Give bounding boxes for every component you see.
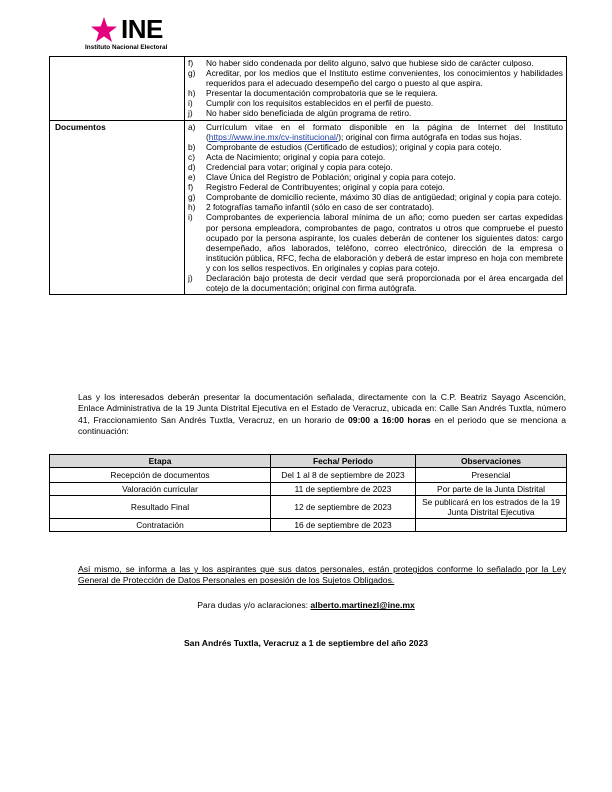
item-text: [206, 122, 563, 142]
place-date-line: San Andrés Tuxtla, Veracruz a 1 de septiembre del año 2023: [183, 638, 429, 648]
item-letter: i): [188, 212, 193, 223]
item-text: Cumplir con los requisitos establecidos en el perfil de puesto.: [206, 98, 434, 109]
cell-observaciones: [416, 519, 567, 532]
cell-fecha: 16 de septiembre de 2023: [271, 519, 416, 532]
item-text: No haber sido condenada por delito alguno, salvo que hubiese sido de carácter culposo.: [206, 58, 534, 68]
table-row: [50, 483, 567, 496]
contact-label: Para dudas y/o aclaraciones:: [197, 600, 311, 610]
documents-label: Documentos: [50, 120, 185, 295]
intro-paragraph: [78, 392, 566, 438]
list-item: [188, 58, 563, 68]
schedule-table: [49, 454, 567, 532]
item-letter: g): [188, 192, 196, 203]
requirements-row: [50, 57, 567, 121]
list-item: [188, 68, 563, 88]
cv-institucional-link[interactable]: https://www.ine.mx/cv-institucional/: [208, 131, 339, 142]
item-text: No haber sido beneficiada de algún programa de retiro.: [206, 108, 412, 119]
item-text-before: Currículum vitae en el formato disponible en la página de Internet del Instituto (: [206, 121, 563, 142]
cell-fecha: Del 1 al 8 de septiembre de 2023: [271, 468, 416, 483]
item-letter: d): [188, 161, 196, 172]
schedule-header-row: [50, 455, 567, 468]
list-item: [188, 88, 563, 98]
contact-line: [0, 600, 612, 611]
header-observaciones: Observaciones: [416, 455, 567, 468]
item-text-after: ); original con firma autógrafa en todas sus hojas.: [338, 131, 522, 142]
item-letter: g): [188, 68, 196, 79]
documents-row: [50, 120, 567, 295]
header-fecha: Fecha/ Periodo: [271, 455, 416, 468]
list-item: [188, 182, 563, 192]
cell-etapa: Resultado Final: [50, 496, 271, 519]
office-hours: 09:00 a 16:00 horas: [348, 414, 431, 425]
logo-title: INE: [121, 14, 163, 44]
cell-observaciones: Presencial: [416, 468, 567, 483]
item-letter: f): [188, 182, 194, 193]
requirements-list: [185, 57, 567, 121]
item-letter: b): [188, 141, 196, 152]
item-text: Acreditar, por los medios que el Instituto estime convenientes, los conocimientos y habilidades requeridos para el adecuado desempeño del cargo o puesto al que aspira.: [206, 68, 563, 89]
ine-star-icon: [90, 16, 118, 44]
table-row: [50, 519, 567, 532]
table-row: [50, 496, 567, 519]
item-text: Declaración bajo protesta de decir verdad que será proporcionada por el área encargada del cotejo de la documentación; original con firma autógrafa.: [206, 272, 563, 294]
list-item: [188, 192, 563, 202]
item-letter: a): [188, 121, 196, 132]
item-text: Credencial para votar; original y copia para cotejo.: [206, 161, 393, 172]
list-item: [188, 212, 563, 273]
requirements-table: [49, 56, 567, 295]
list-item: [188, 273, 563, 293]
item-text: Comprobantes de experiencia laboral mínima de un año; como pueden ser cartas expedidas por persona empleadora, comprobantes de pago, contratos u otros que compruebe el puesto ocupado por la persona aspirante, los cuales deberán de contener los siguientes datos: cargo desempeñado, años laborados, teléfono, correo electrónico, dirección de la empresa o institución pública, RFC, fecha de elaboración y deberá de estar impreso en hoja con membrete y con los sellos respectivos. En originales y copias para cotejo.: [206, 212, 563, 273]
requirements-label-cell: [50, 57, 185, 121]
contact-email-link[interactable]: alberto.martinezl@ine.mx: [310, 600, 415, 610]
item-letter: c): [188, 151, 195, 162]
list-item: [188, 108, 563, 118]
cell-fecha: 11 de septiembre de 2023: [271, 483, 416, 496]
cell-etapa: Recepción de documentos: [50, 468, 271, 483]
list-item: [188, 142, 563, 152]
cell-etapa: Valoración curricular: [50, 483, 271, 496]
item-letter: e): [188, 172, 196, 183]
item-text: Presentar la documentación comprobatoria que se le requiera.: [206, 88, 438, 99]
header-etapa: Etapa: [50, 455, 271, 468]
list-item: [188, 172, 563, 182]
documents-list: [185, 120, 567, 295]
ine-logo: [84, 16, 204, 52]
item-text: Clave Única del Registro de Población; original y copia para cotejo.: [206, 172, 456, 183]
item-text: 2 fotografías tamaño infantil (sólo en caso de ser contratado).: [206, 202, 435, 213]
table-row: [50, 468, 567, 483]
item-letter: i): [188, 98, 193, 109]
intro-text-before: Las y los interesados deberán presentar la documentación señalada, directamente con la C.P. Beatriz Sayago Ascención, Enlace Administrativa de la 19 Junta Distrital Ejecutiva en el Estado de Veracruz, ubicada en: Calle San Andrés Tuxtla, número 41, Fraccionamiento San Andrés Tuxtla, Veracruz, en un horario de: [78, 392, 566, 425]
cell-etapa: Contratación: [50, 519, 271, 532]
item-text: Registro Federal de Contribuyentes; original y copia para cotejo.: [206, 182, 445, 193]
item-letter: h): [188, 202, 196, 213]
item-letter: h): [188, 88, 196, 99]
list-item: [188, 202, 563, 212]
item-letter: f): [188, 58, 194, 68]
item-letter: j): [188, 272, 193, 283]
cell-fecha: 12 de septiembre de 2023: [271, 496, 416, 519]
item-text: Comprobante de estudios (Certificado de estudios); original y copia para cotejo.: [206, 141, 502, 152]
list-item: [188, 98, 563, 108]
logo-institution: Instituto Nacional Electoral: [85, 44, 168, 51]
privacy-notice: Así mismo, se informa a las y los aspirantes que sus datos personales, están protegidos conforme lo señalado por la Ley General de Protección de Datos Personales en posesión de los Sujetos Obligados.: [78, 564, 566, 586]
intro-text-after: en el periodo que se menciona a continuación:: [78, 414, 566, 437]
cell-observaciones: Se publicará en los estrados de la 19 Junta Distrital Ejecutiva: [416, 496, 567, 519]
item-text: Comprobante de domicilio reciente, máximo 30 días de antigüedad; original y copia para cotejo.: [206, 192, 562, 203]
list-item: [188, 152, 563, 162]
cell-observaciones: Por parte de la Junta Distrital: [416, 483, 567, 496]
list-item: [188, 162, 563, 172]
item-letter: j): [188, 108, 193, 119]
list-item: [188, 122, 563, 142]
item-text: Acta de Nacimiento; original y copia para cotejo.: [206, 151, 386, 162]
